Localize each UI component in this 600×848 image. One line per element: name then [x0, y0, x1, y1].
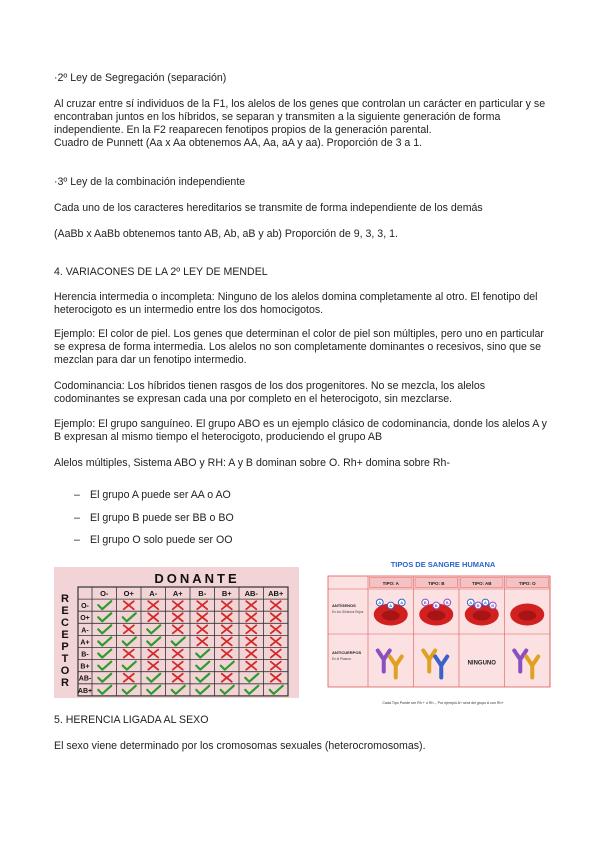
- alelos-multiples-paragraph: Alelos múltiples, Sistema ABO y RH: A y B dominan sobre O. Rh+ domina sobre Rh-: [54, 457, 450, 469]
- svg-text:A: A: [469, 600, 473, 606]
- incompatible-cross-icon: [197, 637, 207, 645]
- compatible-check-icon: [245, 686, 258, 694]
- section-2-paragraph: Al cruzar entre sí individuos de la F1, los alelos de los genes que controlan un carácter en particular y se encontraban juntos en los híbridos, se separan y transmiten a la siguiente generación de forma independiente. En la F2 reaparecen fenotipos propios de la generación parental.: [54, 98, 546, 136]
- incompatible-cross-icon: [271, 601, 281, 609]
- recipient-label: O+: [80, 615, 90, 623]
- compatible-check-icon: [196, 650, 209, 658]
- svg-text:A: A: [483, 600, 487, 606]
- recipient-label: B+: [80, 663, 90, 671]
- incompatible-cross-icon: [271, 650, 281, 658]
- incompatible-cross-icon: [124, 650, 134, 658]
- ninguno-label: NINGUNO: [467, 660, 496, 667]
- compatible-check-icon: [196, 662, 209, 670]
- incompatible-cross-icon: [173, 601, 183, 609]
- blood-types-caption: Cada Tipo Puede ser Rh + ó Rh -, Por ejemplo A+ será del grupo A con Rh+: [382, 701, 504, 705]
- recipient-label: A-: [81, 627, 89, 635]
- receptor-letter: C: [61, 617, 69, 629]
- receptor-letter: P: [61, 641, 69, 653]
- bullet-dash: –: [74, 512, 80, 524]
- incompatible-cross-icon: [173, 650, 183, 658]
- compatible-check-icon: [221, 686, 234, 694]
- blood-types-title: TIPOS DE SANGRE HUMANA: [390, 560, 496, 569]
- incompatible-cross-icon: [222, 650, 232, 658]
- blood-types-svg: [326, 556, 560, 708]
- section-3-paragraph: Cada uno de los caracteres hereditarios se transmite de forma independiente de los demás: [54, 202, 483, 214]
- blood-type-header: TIPO: AB: [471, 581, 492, 586]
- recipient-label: A+: [80, 639, 90, 647]
- herencia-intermedia-paragraph: Herencia intermedia o incompleta: Ninguno de los alelos domina completamente al otro. El fenotipo del heterocigoto es un intermedio entre los dos homocigotos.: [54, 291, 538, 316]
- svg-text:B: B: [434, 603, 438, 609]
- svg-text:B: B: [445, 600, 449, 606]
- compatible-check-icon: [98, 662, 111, 670]
- incompatible-cross-icon: [271, 637, 281, 645]
- red-blood-cell-icon: [374, 599, 408, 625]
- compatible-check-icon: [147, 674, 160, 682]
- donante-title: DONANTE: [154, 571, 240, 586]
- row-sublabel: En los Glóbulos Rojos: [332, 610, 364, 614]
- compatible-check-icon: [98, 625, 111, 633]
- incompatible-cross-icon: [148, 662, 158, 670]
- receptor-letter: R: [61, 593, 69, 605]
- donor-label: B+: [221, 589, 232, 598]
- donor-label: AB+: [268, 589, 284, 598]
- blood-compatibility-chart: [54, 567, 299, 698]
- compatible-check-icon: [196, 686, 209, 694]
- recipient-label: AB+: [77, 687, 93, 695]
- incompatible-cross-icon: [124, 625, 134, 633]
- compatible-check-icon: [98, 650, 111, 658]
- incompatible-cross-icon: [222, 613, 232, 621]
- red-blood-cell-icon: [419, 599, 453, 625]
- incompatible-cross-icon: [148, 613, 158, 621]
- incompatible-cross-icon: [173, 662, 183, 670]
- recipient-label: O-: [81, 603, 89, 611]
- compatible-check-icon: [98, 637, 111, 645]
- incompatible-cross-icon: [222, 601, 232, 609]
- compatible-check-icon: [221, 662, 234, 670]
- row-label: ANTÍGENOS: [332, 603, 356, 608]
- blood-type-header: TIPO: B: [428, 581, 445, 586]
- row-sublabel: En el Plasma: [332, 657, 351, 661]
- compatible-check-icon: [98, 674, 111, 682]
- section-3-title: ·3º Ley de la combinación independiente: [54, 176, 246, 188]
- receptor-letter: R: [61, 677, 69, 689]
- donor-label: O+: [123, 589, 134, 598]
- compatible-check-icon: [123, 637, 136, 645]
- incompatible-cross-icon: [222, 625, 232, 633]
- section-3-proportion: (AaBb x AaBb obtenemos tanto AB, Ab, aB y ab) Proporción de 9, 3, 3, 1.: [54, 228, 398, 240]
- svg-text:A: A: [400, 600, 404, 606]
- compatible-check-icon: [123, 613, 136, 621]
- recipient-label: B-: [81, 651, 89, 659]
- donor-label: O-: [100, 589, 109, 598]
- incompatible-cross-icon: [246, 625, 256, 633]
- incompatible-cross-icon: [148, 650, 158, 658]
- compatible-check-icon: [147, 625, 160, 633]
- incompatible-cross-icon: [173, 674, 183, 682]
- compatible-check-icon: [270, 686, 283, 694]
- incompatible-cross-icon: [197, 613, 207, 621]
- section-5-title: 5. HERENCIA LIGADA AL SEXO: [54, 714, 209, 726]
- incompatible-cross-icon: [271, 662, 281, 670]
- incompatible-cross-icon: [222, 637, 232, 645]
- incompatible-cross-icon: [246, 601, 256, 609]
- incompatible-cross-icon: [222, 674, 232, 682]
- incompatible-cross-icon: [246, 662, 256, 670]
- donor-label: AB-: [244, 589, 258, 598]
- receptor-letter: T: [61, 653, 69, 665]
- incompatible-cross-icon: [124, 674, 134, 682]
- incompatible-cross-icon: [173, 613, 183, 621]
- incompatible-cross-icon: [197, 625, 207, 633]
- incompatible-cross-icon: [246, 637, 256, 645]
- receptor-letter: E: [61, 605, 69, 617]
- blood-type-header: TIPO: A: [382, 581, 399, 586]
- codominancia-paragraph: Codominancia: Los híbridos tienen rasgos de los dos progenitores. No se mezcla, los alelos codominantes se expresan cada una por completo en el heterocigoto, sin mezclarse.: [54, 380, 486, 405]
- svg-text:B: B: [423, 600, 427, 606]
- compatible-check-icon: [245, 674, 258, 682]
- svg-text:B: B: [476, 603, 480, 609]
- ejemplo-grupo-paragraph: Ejemplo: El grupo sanguíneo. El grupo ABO es un ejemplo clásico de codominancia, donde los alelos A y B expresan al mismo tiempo el heterocigoto, produciendo el grupo AB: [54, 418, 547, 443]
- list-item: – El grupo A puede ser AA o AO: [74, 489, 231, 501]
- svg-text:A: A: [378, 600, 382, 606]
- section-2-title: ·2º Ley de Segregación (separación): [54, 72, 227, 84]
- punnett-paragraph: Cuadro de Punnett (Aa x Aa obtenemos AA, Aa, aA y aa). Proporción de 3 a 1.: [54, 137, 423, 149]
- compatible-check-icon: [98, 601, 111, 609]
- receptor-letter: O: [60, 665, 70, 677]
- list-item: – El grupo B puede ser BB o BO: [74, 512, 234, 524]
- compatible-check-icon: [172, 637, 185, 645]
- donor-label: B-: [198, 589, 207, 598]
- incompatible-cross-icon: [271, 625, 281, 633]
- donor-label: A-: [149, 589, 158, 598]
- ejemplo-piel-paragraph: Ejemplo: El color de piel. Los genes que determinan el color de piel son múltiples, pero uno en particular se expresa de forma intermedia. Los alelos no son completamente dominantes o recesivos, sino que se mezclan para dar un fenotipo intermedio.: [54, 328, 544, 366]
- compatible-check-icon: [123, 662, 136, 670]
- blood-type-header: TIPO: O: [518, 581, 536, 586]
- recipient-label: AB-: [78, 675, 92, 683]
- incompatible-cross-icon: [246, 650, 256, 658]
- svg-text:B: B: [491, 603, 495, 609]
- compatible-check-icon: [196, 674, 209, 682]
- section-5-paragraph: El sexo viene determinado por los cromosomas sexuales (heterocromosomas).: [54, 740, 426, 752]
- compatible-check-icon: [98, 686, 111, 694]
- compatible-check-icon: [123, 686, 136, 694]
- svg-text:A: A: [389, 603, 393, 609]
- receptor-letter: E: [61, 629, 69, 641]
- list-item: – El grupo O solo puede ser OO: [74, 534, 233, 546]
- compatible-check-icon: [172, 686, 185, 694]
- section-4-title: 4. VARIACONES DE LA 2º LEY DE MENDEL: [54, 266, 268, 278]
- donor-label: A+: [172, 589, 183, 598]
- compatible-check-icon: [147, 686, 160, 694]
- compatible-check-icon: [147, 637, 160, 645]
- compatible-check-icon: [98, 613, 111, 621]
- incompatible-cross-icon: [124, 601, 134, 609]
- incompatible-cross-icon: [148, 601, 158, 609]
- compatibility-grid: [54, 567, 299, 698]
- incompatible-cross-icon: [173, 625, 183, 633]
- incompatible-cross-icon: [271, 674, 281, 682]
- row-label: ANTICUERPOS: [332, 650, 362, 655]
- red-blood-cell-icon: [510, 604, 544, 626]
- incompatible-cross-icon: [246, 613, 256, 621]
- bullet-dash: –: [74, 489, 80, 501]
- incompatible-cross-icon: [271, 613, 281, 621]
- red-blood-cell-icon: [465, 599, 499, 625]
- blood-types-figure: [326, 556, 560, 708]
- bullet-dash: –: [74, 534, 80, 546]
- incompatible-cross-icon: [197, 601, 207, 609]
